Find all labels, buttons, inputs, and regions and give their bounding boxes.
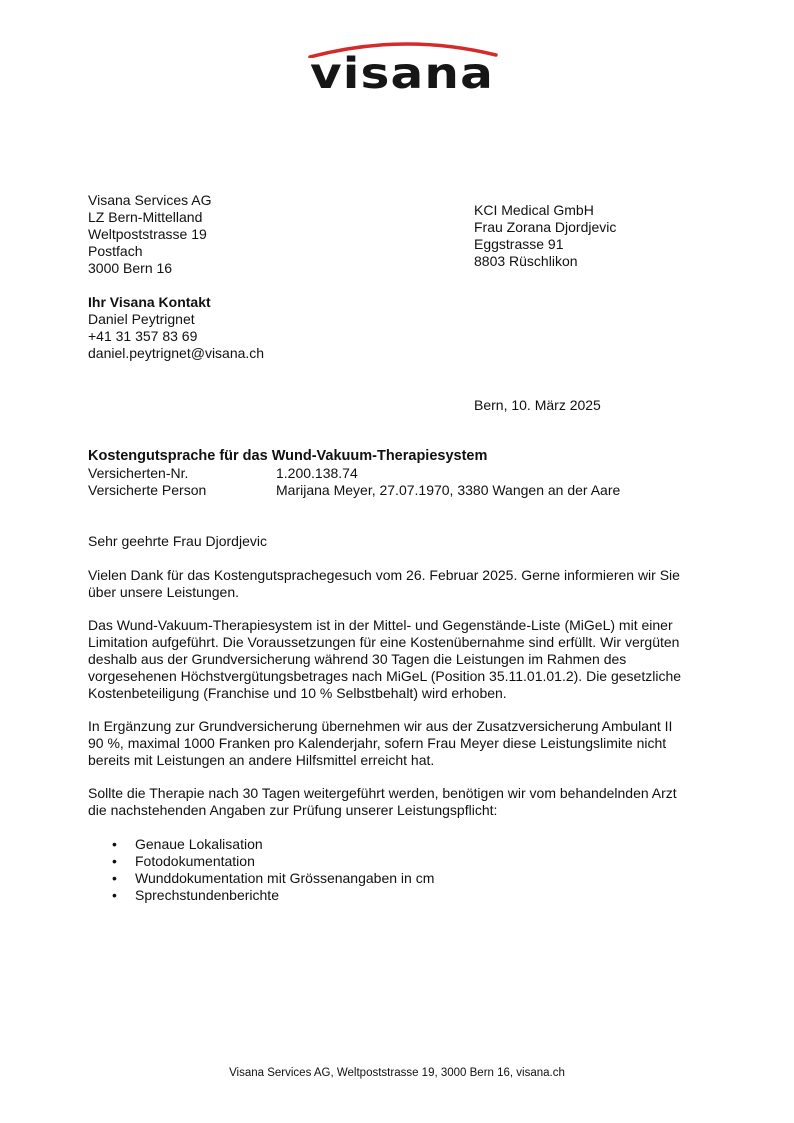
salutation: Sehr geehrte Frau Djordjevic xyxy=(88,533,267,549)
paragraph-continuation xyxy=(88,785,718,819)
list-item xyxy=(88,853,434,870)
bullet-icon: • xyxy=(112,887,117,903)
sender-line: Postfach xyxy=(88,243,143,259)
meta-row-insured-person xyxy=(88,482,620,499)
meta-label: Versicherten-Nr. xyxy=(88,465,189,481)
sender-address xyxy=(88,192,211,277)
bullet-icon: • xyxy=(112,870,117,886)
list-item-text: Fotodokumentation xyxy=(135,853,255,869)
svg-text:visana: visana xyxy=(310,54,494,96)
contact-title: Ihr Visana Kontakt xyxy=(88,294,211,310)
contact-name: Daniel Peytrignet xyxy=(88,311,195,327)
meta-row-insurance-number xyxy=(88,465,620,482)
bullet-icon: • xyxy=(112,853,117,869)
contact-block xyxy=(88,294,264,362)
recipient-line: KCI Medical GmbH xyxy=(474,202,594,218)
list-item-text: Sprechstundenberichte xyxy=(135,887,279,903)
letter-date: Bern, 10. März 2025 xyxy=(474,397,601,413)
recipient-line: 8803 Rüschlikon xyxy=(474,253,578,269)
reference-info xyxy=(88,465,620,499)
paragraph-line: 90 %, maximal 1000 Franken pro Kalenderjahr, sofern Frau Meyer diese Leistungslimite nicht xyxy=(88,735,667,751)
paragraph-line: bereits mit Leistungen an andere Hilfsmittel erreicht hat. xyxy=(88,752,435,768)
paragraph-line: Vielen Dank für das Kostengutsprachegesuch vom 26. Februar 2025. Gerne informieren wir Sie xyxy=(88,567,680,583)
bullet-icon: • xyxy=(112,836,117,852)
logo-wordmark xyxy=(310,54,496,104)
list-item-text: Genaue Lokalisation xyxy=(135,836,263,852)
paragraph-line: die nachstehenden Angaben zur Prüfung unserer Leistungspflicht: xyxy=(88,802,498,818)
paragraph-line: vorgesehenen Höchstvergütungsbetrages nach MiGeL (Position 35.11.01.01.2). Die gesetzliche xyxy=(88,668,682,684)
contact-email[interactable]: daniel.peytrignet@visana.ch xyxy=(88,345,265,361)
paragraph-line: Sollte die Therapie nach 30 Tagen weitergeführt werden, benötigen wir vom behandelnden Arzt xyxy=(88,785,677,801)
list-item xyxy=(88,887,434,904)
sender-line: LZ Bern-Mittelland xyxy=(88,209,203,225)
list-item xyxy=(88,870,434,887)
list-item xyxy=(88,836,434,853)
recipient-line: Frau Zorana Djordjevic xyxy=(474,219,617,235)
paragraph-basic-insurance xyxy=(88,617,718,702)
list-item-text: Wunddokumentation mit Grössenangaben in cm xyxy=(135,870,435,886)
meta-value: 1.200.138.74 xyxy=(276,465,358,481)
paragraph-supplementary-insurance xyxy=(88,718,718,769)
paragraph-line: Das Wund-Vakuum-Therapiesystem ist in der Mittel- und Gegenstände-Liste (MiGeL) mit einer xyxy=(88,617,673,633)
sender-line: Weltpoststrasse 19 xyxy=(88,226,207,242)
paragraph-thanks xyxy=(88,567,718,601)
paragraph-line: Limitation aufgeführt. Die Voraussetzungen für eine Kostenübernahme sind erfüllt. Wir vergüten xyxy=(88,634,680,650)
meta-value: Marijana Meyer, 27.07.1970, 3380 Wangen an der Aare xyxy=(276,482,621,498)
sender-line: 3000 Bern 16 xyxy=(88,260,173,276)
paragraph-line: In Ergänzung zur Grundversicherung übernehmen wir aus der Zusatzversicherung Ambulant II xyxy=(88,718,673,734)
required-documents-list xyxy=(88,836,434,904)
paragraph-line: deshalb aus der Grundversicherung während 30 Tagen die Leistungen im Rahmen des xyxy=(88,651,627,667)
contact-phone[interactable]: +41 31 357 83 69 xyxy=(88,328,198,344)
meta-label: Versicherte Person xyxy=(88,482,207,498)
visana-logo xyxy=(308,38,498,98)
footer-address: Visana Services AG, Weltpoststrasse 19, 3000 Bern 16, visana.ch xyxy=(229,1067,565,1079)
paragraph-line: über unsere Leistungen. xyxy=(88,584,239,600)
letter-subject: Kostengutsprache für das Wund-Vakuum-Therapiesystem xyxy=(88,448,488,464)
sender-line: Visana Services AG xyxy=(88,192,212,208)
recipient-address xyxy=(474,202,616,270)
paragraph-line: Kostenbeteiligung (Franchise und 10 % Selbstbehalt) wird erhoben. xyxy=(88,685,507,701)
recipient-line: Eggstrasse 91 xyxy=(474,236,564,252)
